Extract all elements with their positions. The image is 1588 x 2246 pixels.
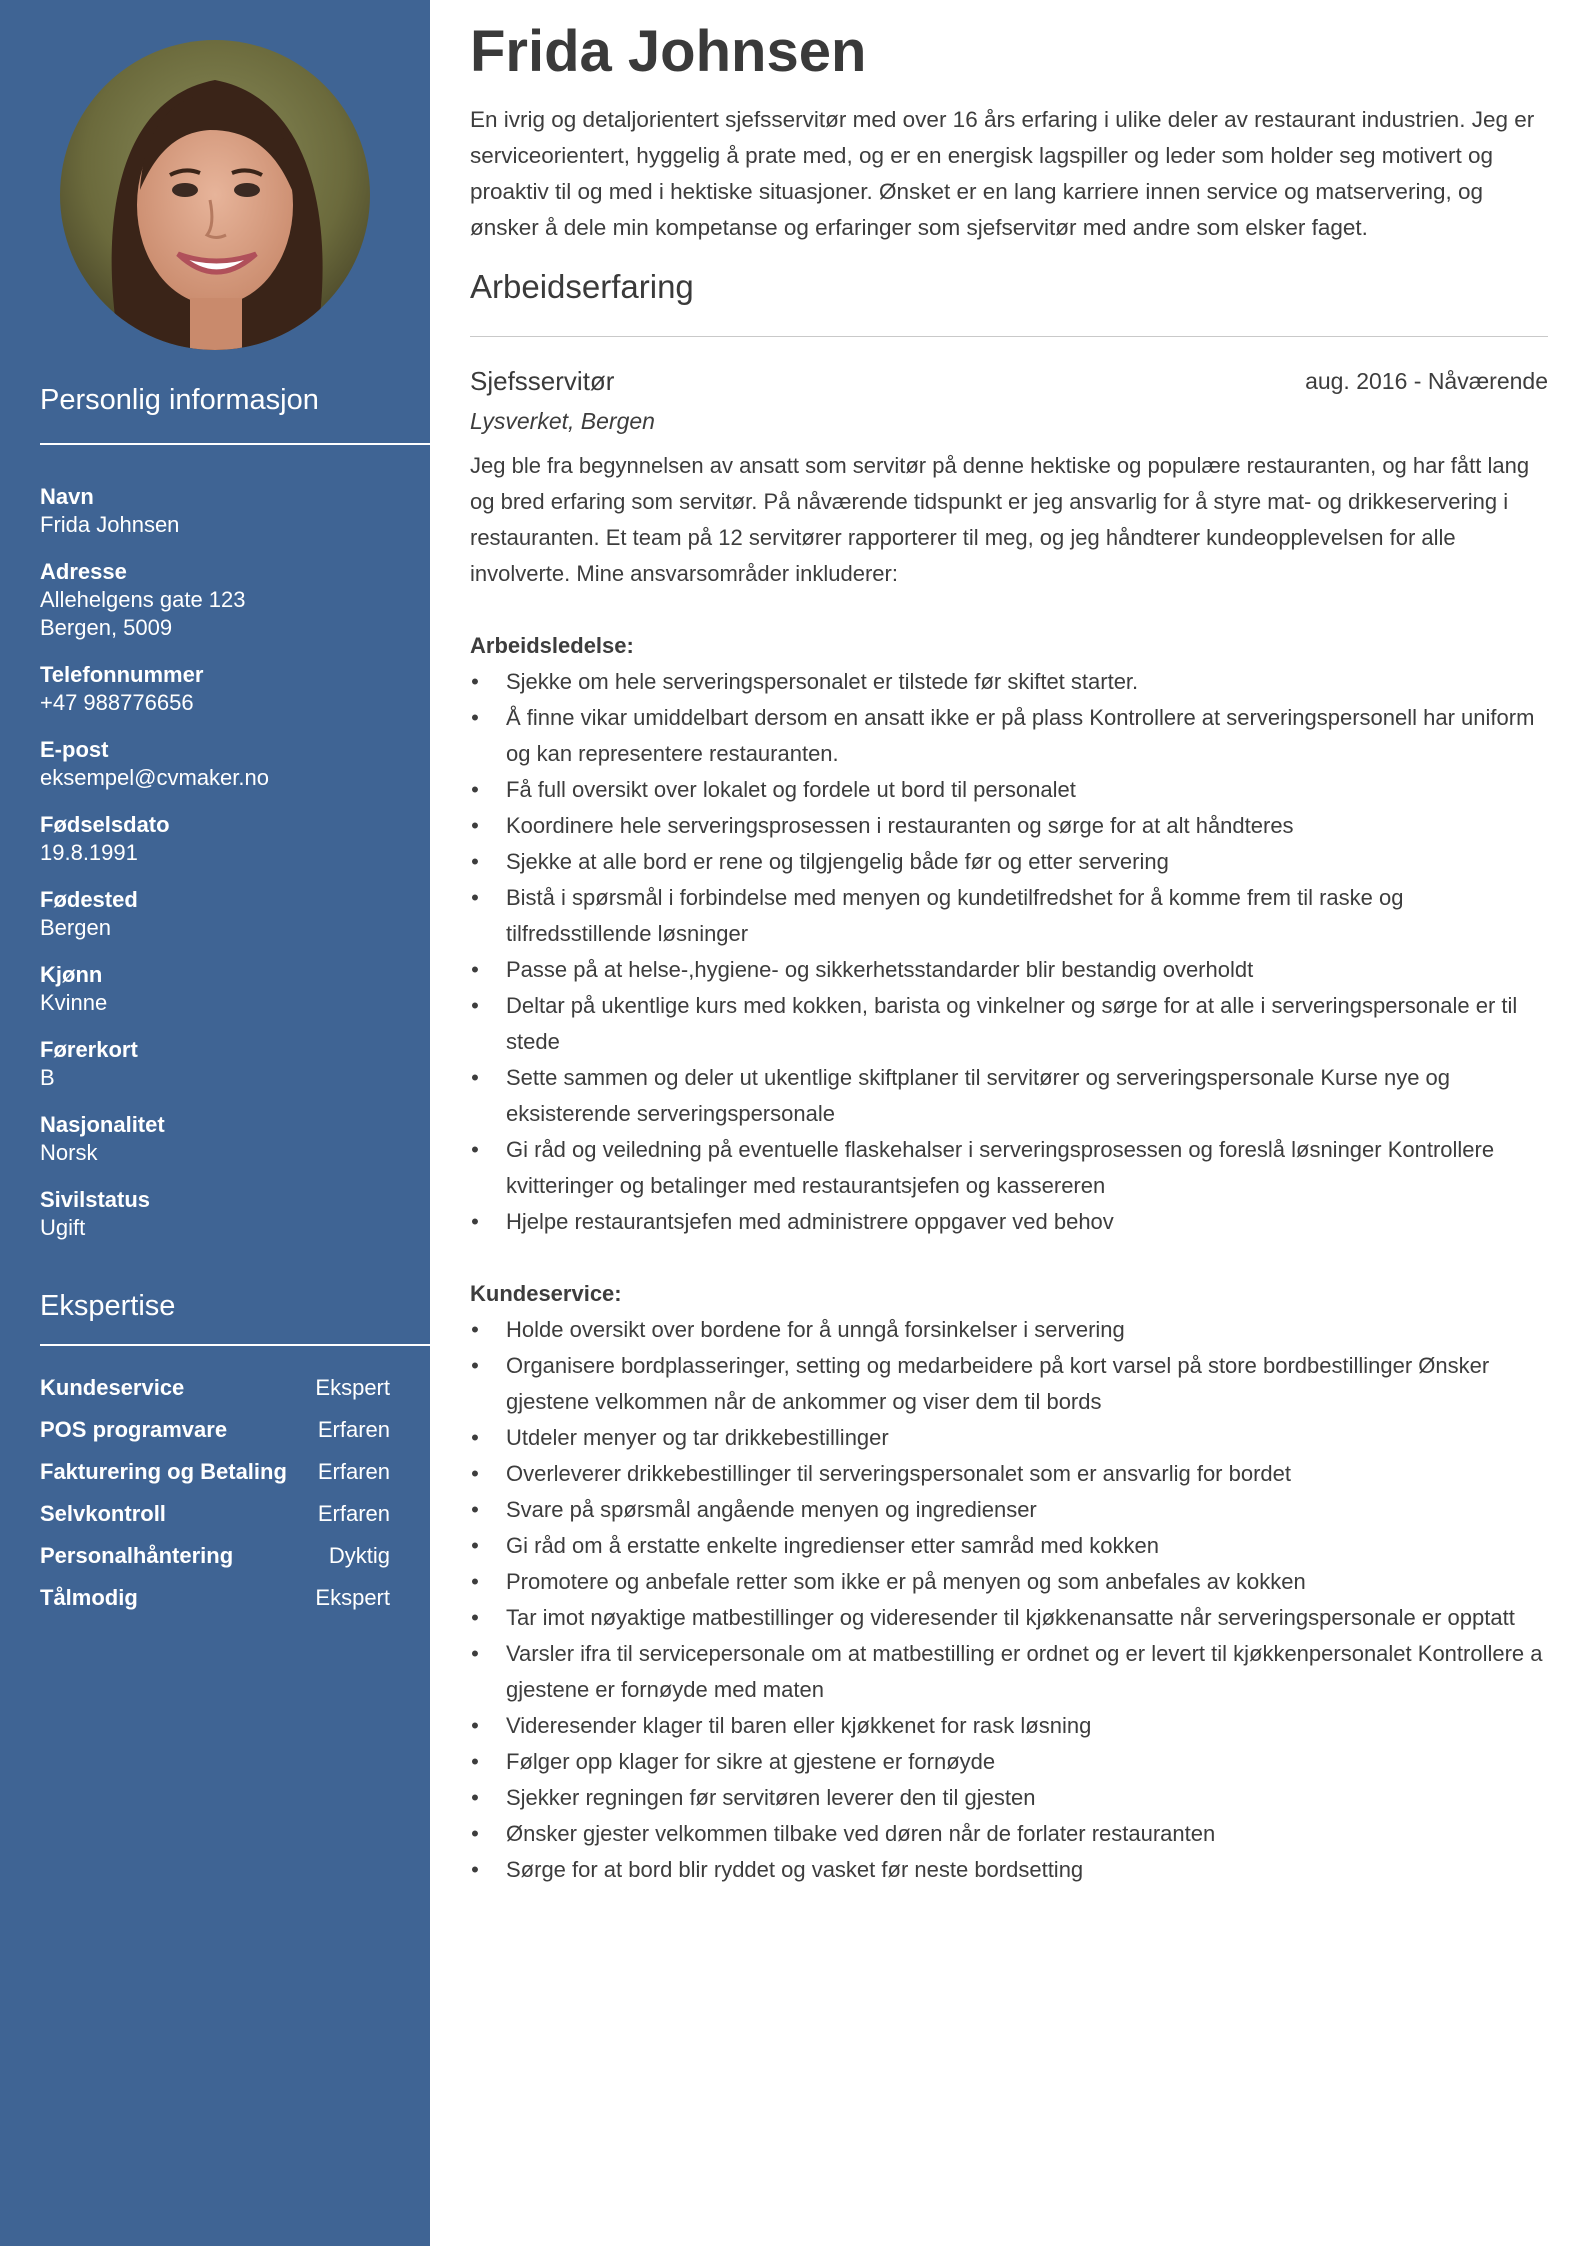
personal-info-value: Norsk	[40, 1140, 98, 1165]
personal-info-label: Adresse	[40, 559, 127, 584]
personal-info-label: Sivilstatus	[40, 1187, 151, 1212]
skill-name: Kundeservice	[40, 1375, 185, 1400]
personal-info-divider	[40, 443, 430, 445]
personal-info-label: Telefonnummer	[40, 662, 204, 687]
personal-info-value: Bergen, 5009	[40, 615, 173, 640]
responsibility-item: • Videresender klager til baren eller kjøkkenet for rask løsning	[506, 1708, 1548, 1744]
responsibility-item: • Svare på spørsmål angående menyen og ingredienser	[506, 1492, 1548, 1528]
personal-info-item	[40, 1186, 400, 1242]
skill-level: Erfaren	[317, 1459, 390, 1484]
personal-info-list	[40, 483, 400, 1261]
experience-divider	[470, 336, 1548, 337]
personal-info-value: Ugift	[40, 1215, 86, 1240]
profile-summary: En ivrig og detaljorientert sjefsservitør med over 16 års erfaring i ulike deler av restaurant industrien. Jeg er serviceorientert, hyggelig å prate med, og er en energisk lagspiller og leder som holder seg motivert og proaktiv til og med i hektiske situasjoner. Ønsket er en lang karriere innen service og matservering, og ønsker å dele min kompetanse og erfaringer som sjefservitør med andre som elsker faget.	[470, 107, 1535, 240]
responsibility-item: • Tar imot nøyaktige matbestillinger og videresender til kjøkkenansatte når serveringspersonale er opptatt	[506, 1600, 1548, 1636]
skill-level: Dyktig	[328, 1543, 390, 1568]
personal-info-label: Navn	[40, 484, 94, 509]
skill-name: Tålmodig	[40, 1585, 138, 1610]
personal-info-label: Nasjonalitet	[40, 1112, 165, 1137]
sidebar	[0, 0, 430, 2246]
personal-info-value: B	[40, 1065, 55, 1090]
responsibility-item: • Følger opp klager for sikre at gjestene er fornøyde	[506, 1744, 1548, 1780]
personal-info-label: E-post	[40, 737, 109, 762]
skill-name: Personalhåntering	[40, 1543, 234, 1568]
responsibility-item: • Hjelpe restaurantsjefen med administrere oppgaver ved behov	[506, 1204, 1548, 1240]
responsibility-item: • Utdeler menyer og tar drikkebestillinger	[506, 1420, 1548, 1456]
job-intro: Jeg ble fra begynnelsen av ansatt som servitør på denne hektiske og populære restauranten, og har fått lang og bred erfaring som servitør. På nåværende tidspunkt er jeg ansvarlig for å styre mat- og drikkeservering i restauranten. Et team på 12 servitører rapporterer til meg, og jeg håndterer kundeopplevelsen for alle involverte. Mine ansvarsområder inkluderer:	[470, 453, 1530, 586]
skills-heading: Ekspertise	[40, 1290, 176, 1322]
personal-info-value: Bergen	[40, 915, 111, 940]
personal-info-value: eksempel@cvmaker.no	[40, 765, 269, 790]
responsibility-item: • Sjekke om hele serveringspersonalet er tilstede før skiftet starter.	[506, 664, 1548, 700]
skills-divider	[40, 1344, 430, 1346]
job-company: Lysverket, Bergen	[470, 408, 655, 434]
personal-info-value: +47 988776656	[40, 690, 194, 715]
personal-info-item	[40, 558, 400, 642]
skill-name: Fakturering og Betaling	[40, 1459, 287, 1484]
personal-info-item	[40, 1111, 400, 1167]
responsibility-item: • Koordinere hele serveringsprosessen i restauranten og sørge for at alt håndteres	[506, 808, 1548, 844]
personal-info-item	[40, 736, 400, 792]
responsibility-item: • Varsler ifra til servicepersonale om at matbestilling er ordnet og er levert til kjøkkenpersonalet Kontrollere a gjestene er fornøyde med maten	[506, 1636, 1548, 1708]
personal-info-value: Allehelgens gate 123	[40, 587, 246, 612]
responsibility-item: • Bistå i spørsmål i forbindelse med menyen og kundetilfredshet for å komme frem til raske og tilfredsstillende løsninger	[506, 880, 1548, 952]
responsibility-list	[470, 664, 1548, 1240]
responsibility-item: • Å finne vikar umiddelbart dersom en ansatt ikke er på plass Kontrollere at serveringspersonell har uniform og kan representere restauranten.	[506, 700, 1548, 772]
responsibility-item: • Sjekker regningen før servitøren leverer den til gjesten	[506, 1780, 1548, 1816]
candidate-name: Frida Johnsen	[470, 19, 867, 84]
job-description	[470, 448, 1548, 1888]
responsibility-item: • Passe på at helse-,hygiene- og sikkerhetsstandarder blir bestandig overholdt	[506, 952, 1548, 988]
responsibility-item: • Overleverer drikkebestillinger til serveringspersonalet som er ansvarlig for bordet	[506, 1456, 1548, 1492]
skill-level: Erfaren	[317, 1501, 390, 1526]
skill-level: Ekspert	[315, 1375, 390, 1400]
skill-name: POS programvare	[40, 1417, 228, 1442]
responsibility-item: • Sjekke at alle bord er rene og tilgjengelig både før og etter servering	[506, 844, 1548, 880]
skill-item	[40, 1584, 390, 1626]
profile-photo	[60, 40, 370, 350]
experience-heading: Arbeidserfaring	[470, 268, 694, 305]
job-title: Sjefsservitør	[470, 366, 615, 396]
personal-info-value: Kvinne	[40, 990, 108, 1015]
personal-info-label: Kjønn	[40, 962, 103, 987]
personal-info-item	[40, 961, 400, 1017]
personal-info-value: 19.8.1991	[40, 840, 138, 865]
personal-info-item	[40, 661, 400, 717]
skill-item	[40, 1542, 390, 1584]
job-dates: aug. 2016 - Nåværende	[1305, 368, 1548, 394]
skill-level: Ekspert	[315, 1585, 390, 1610]
personal-info-label: Førerkort	[40, 1037, 138, 1062]
personal-info-label: Fødselsdato	[40, 812, 170, 837]
responsibility-list	[470, 1312, 1548, 1888]
responsibility-item: • Organisere bordplasseringer, setting og medarbeidere på kort varsel på store bordbestillinger Ønsker gjestene velkommen når de ankommer og viser dem til bords	[506, 1348, 1548, 1420]
responsibility-item: • Sette sammen og deler ut ukentlige skiftplaner til servitører og serveringspersonale Kurse nye og eksisterende serveringspersonale	[506, 1060, 1548, 1132]
skill-item	[40, 1416, 390, 1458]
personal-info-label: Fødested	[40, 887, 138, 912]
skill-item	[40, 1374, 390, 1416]
skills-list	[40, 1374, 390, 1626]
skill-item	[40, 1458, 390, 1500]
responsibility-item: • Få full oversikt over lokalet og fordele ut bord til personalet	[506, 772, 1548, 808]
personal-info-value: Frida Johnsen	[40, 512, 180, 537]
responsibility-group-heading: Arbeidsledelse:	[470, 633, 634, 658]
responsibility-group-heading: Kundeservice:	[470, 1281, 622, 1306]
skill-name: Selvkontroll	[40, 1501, 166, 1526]
responsibility-item: • Gi råd om å erstatte enkelte ingredienser etter samråd med kokken	[506, 1528, 1548, 1564]
responsibility-item: • Holde oversikt over bordene for å unngå forsinkelser i servering	[506, 1312, 1548, 1348]
skill-level: Erfaren	[317, 1417, 390, 1442]
responsibility-item: • Ønsker gjester velkommen tilbake ved døren når de forlater restauranten	[506, 1816, 1548, 1852]
personal-info-item	[40, 811, 400, 867]
responsibility-item: • Deltar på ukentlige kurs med kokken, barista og vinkelner og sørge for at alle i serveringspersonale er til stede	[506, 988, 1548, 1060]
responsibility-item: • Sørge for at bord blir ryddet og vasket før neste bordsetting	[506, 1852, 1548, 1888]
personal-info-item	[40, 483, 400, 539]
responsibility-item: • Promotere og anbefale retter som ikke er på menyen og som anbefales av kokken	[506, 1564, 1548, 1600]
skill-item	[40, 1500, 390, 1542]
personal-info-item	[40, 1036, 400, 1092]
personal-info-heading: Personlig informasjon	[40, 384, 319, 416]
responsibility-item: • Gi råd og veiledning på eventuelle flaskehalser i serveringsprosessen og foreslå løsninger Kontrollere kvitteringer og betalinger med restaurantsjefen og kassereren	[506, 1132, 1548, 1204]
personal-info-item	[40, 886, 400, 942]
